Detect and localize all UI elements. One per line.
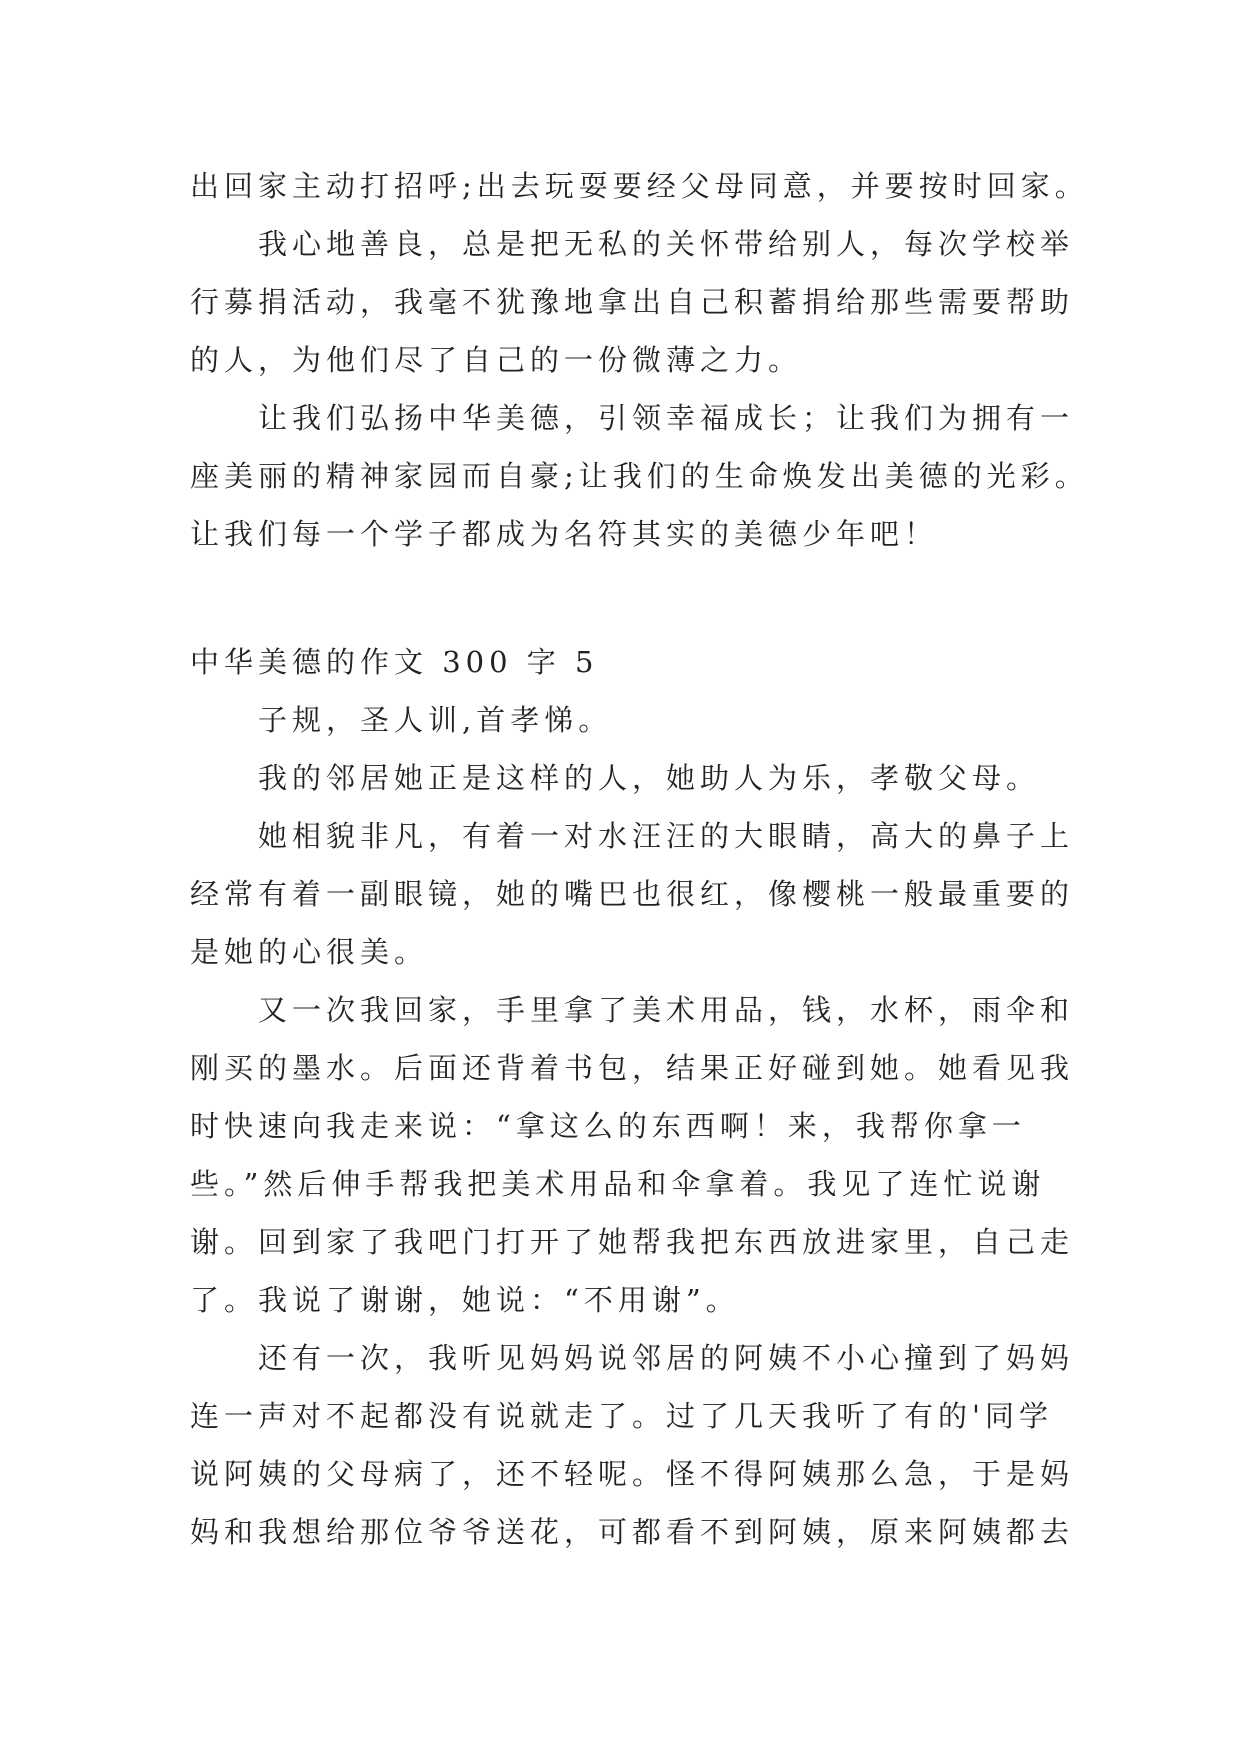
document-page bbox=[190, 157, 1089, 1561]
section-gap bbox=[190, 563, 1060, 633]
paragraph-line: 行募捐活动，我毫不犹豫地拿出自己积蓄捐给那些需要帮助 bbox=[190, 285, 1075, 319]
paragraph-line: 她相貌非凡，有着一对水汪汪的大眼睛，高大的鼻子上 bbox=[258, 819, 1075, 853]
section-title: 中华美德的作文 300 字 5 bbox=[190, 645, 599, 679]
paragraph-line: 妈和我想给那位爷爷送花，可都看不到阿姨，原来阿姨都去 bbox=[190, 1515, 1075, 1549]
paragraph-line: 谢。回到家了我吧门打开了她帮我把东西放进家里，自己走 bbox=[190, 1225, 1075, 1259]
paragraph-line: 又一次我回家，手里拿了美术用品，钱，水杯，雨伞和 bbox=[258, 993, 1075, 1027]
paragraph-line: 说阿姨的父母病了，还不轻呢。怪不得阿姨那么急，于是妈 bbox=[190, 1457, 1075, 1491]
paragraph-line: 时快速向我走来说：“拿这么的东西啊！来，我帮你拿一 bbox=[190, 1109, 1026, 1143]
paragraph-line: 我的邻居她正是这样的人，她助人为乐，孝敬父母。 bbox=[258, 761, 1041, 795]
paragraph-line: 是她的心很美。 bbox=[190, 935, 429, 969]
paragraph-line: 还有一次，我听见妈妈说邻居的阿姨不小心撞到了妈妈 bbox=[258, 1341, 1075, 1375]
paragraph-line: 座美丽的精神家园而自豪;让我们的生命焕发出美德的光彩。 bbox=[190, 459, 1089, 493]
paragraph-line: 出回家主动打招呼;出去玩耍要经父母同意，并要按时回家。 bbox=[190, 169, 1089, 203]
paragraph-line: 让我们弘扬中华美德，引领幸福成长；让我们为拥有一 bbox=[258, 401, 1075, 435]
paragraph-line: 经常有着一副眼镜，她的嘴巴也很红，像樱桃一般最重要的 bbox=[190, 877, 1075, 911]
paragraph-line: 刚买的墨水。后面还背着书包，结果正好碰到她。她看见我 bbox=[190, 1051, 1075, 1085]
paragraph-line: 让我们每一个学子都成为名符其实的美德少年吧！ bbox=[190, 517, 939, 551]
paragraph-line: 些。”然后伸手帮我把美术用品和伞拿着。我见了连忙说谢 bbox=[190, 1167, 1046, 1201]
paragraph-line: 连一声对不起都没有说就走了。过了几天我听了有的'同学 bbox=[190, 1399, 1053, 1433]
paragraph-line: 子规，圣人训,首孝悌。 bbox=[258, 703, 613, 737]
paragraph-line: 的人，为他们尽了自己的一份微薄之力。 bbox=[190, 343, 803, 377]
paragraph-line: 我心地善良，总是把无私的关怀带给别人，每次学校举 bbox=[258, 227, 1075, 261]
paragraph-line: 了。我说了谢谢，她说：“不用谢”。 bbox=[190, 1283, 740, 1317]
